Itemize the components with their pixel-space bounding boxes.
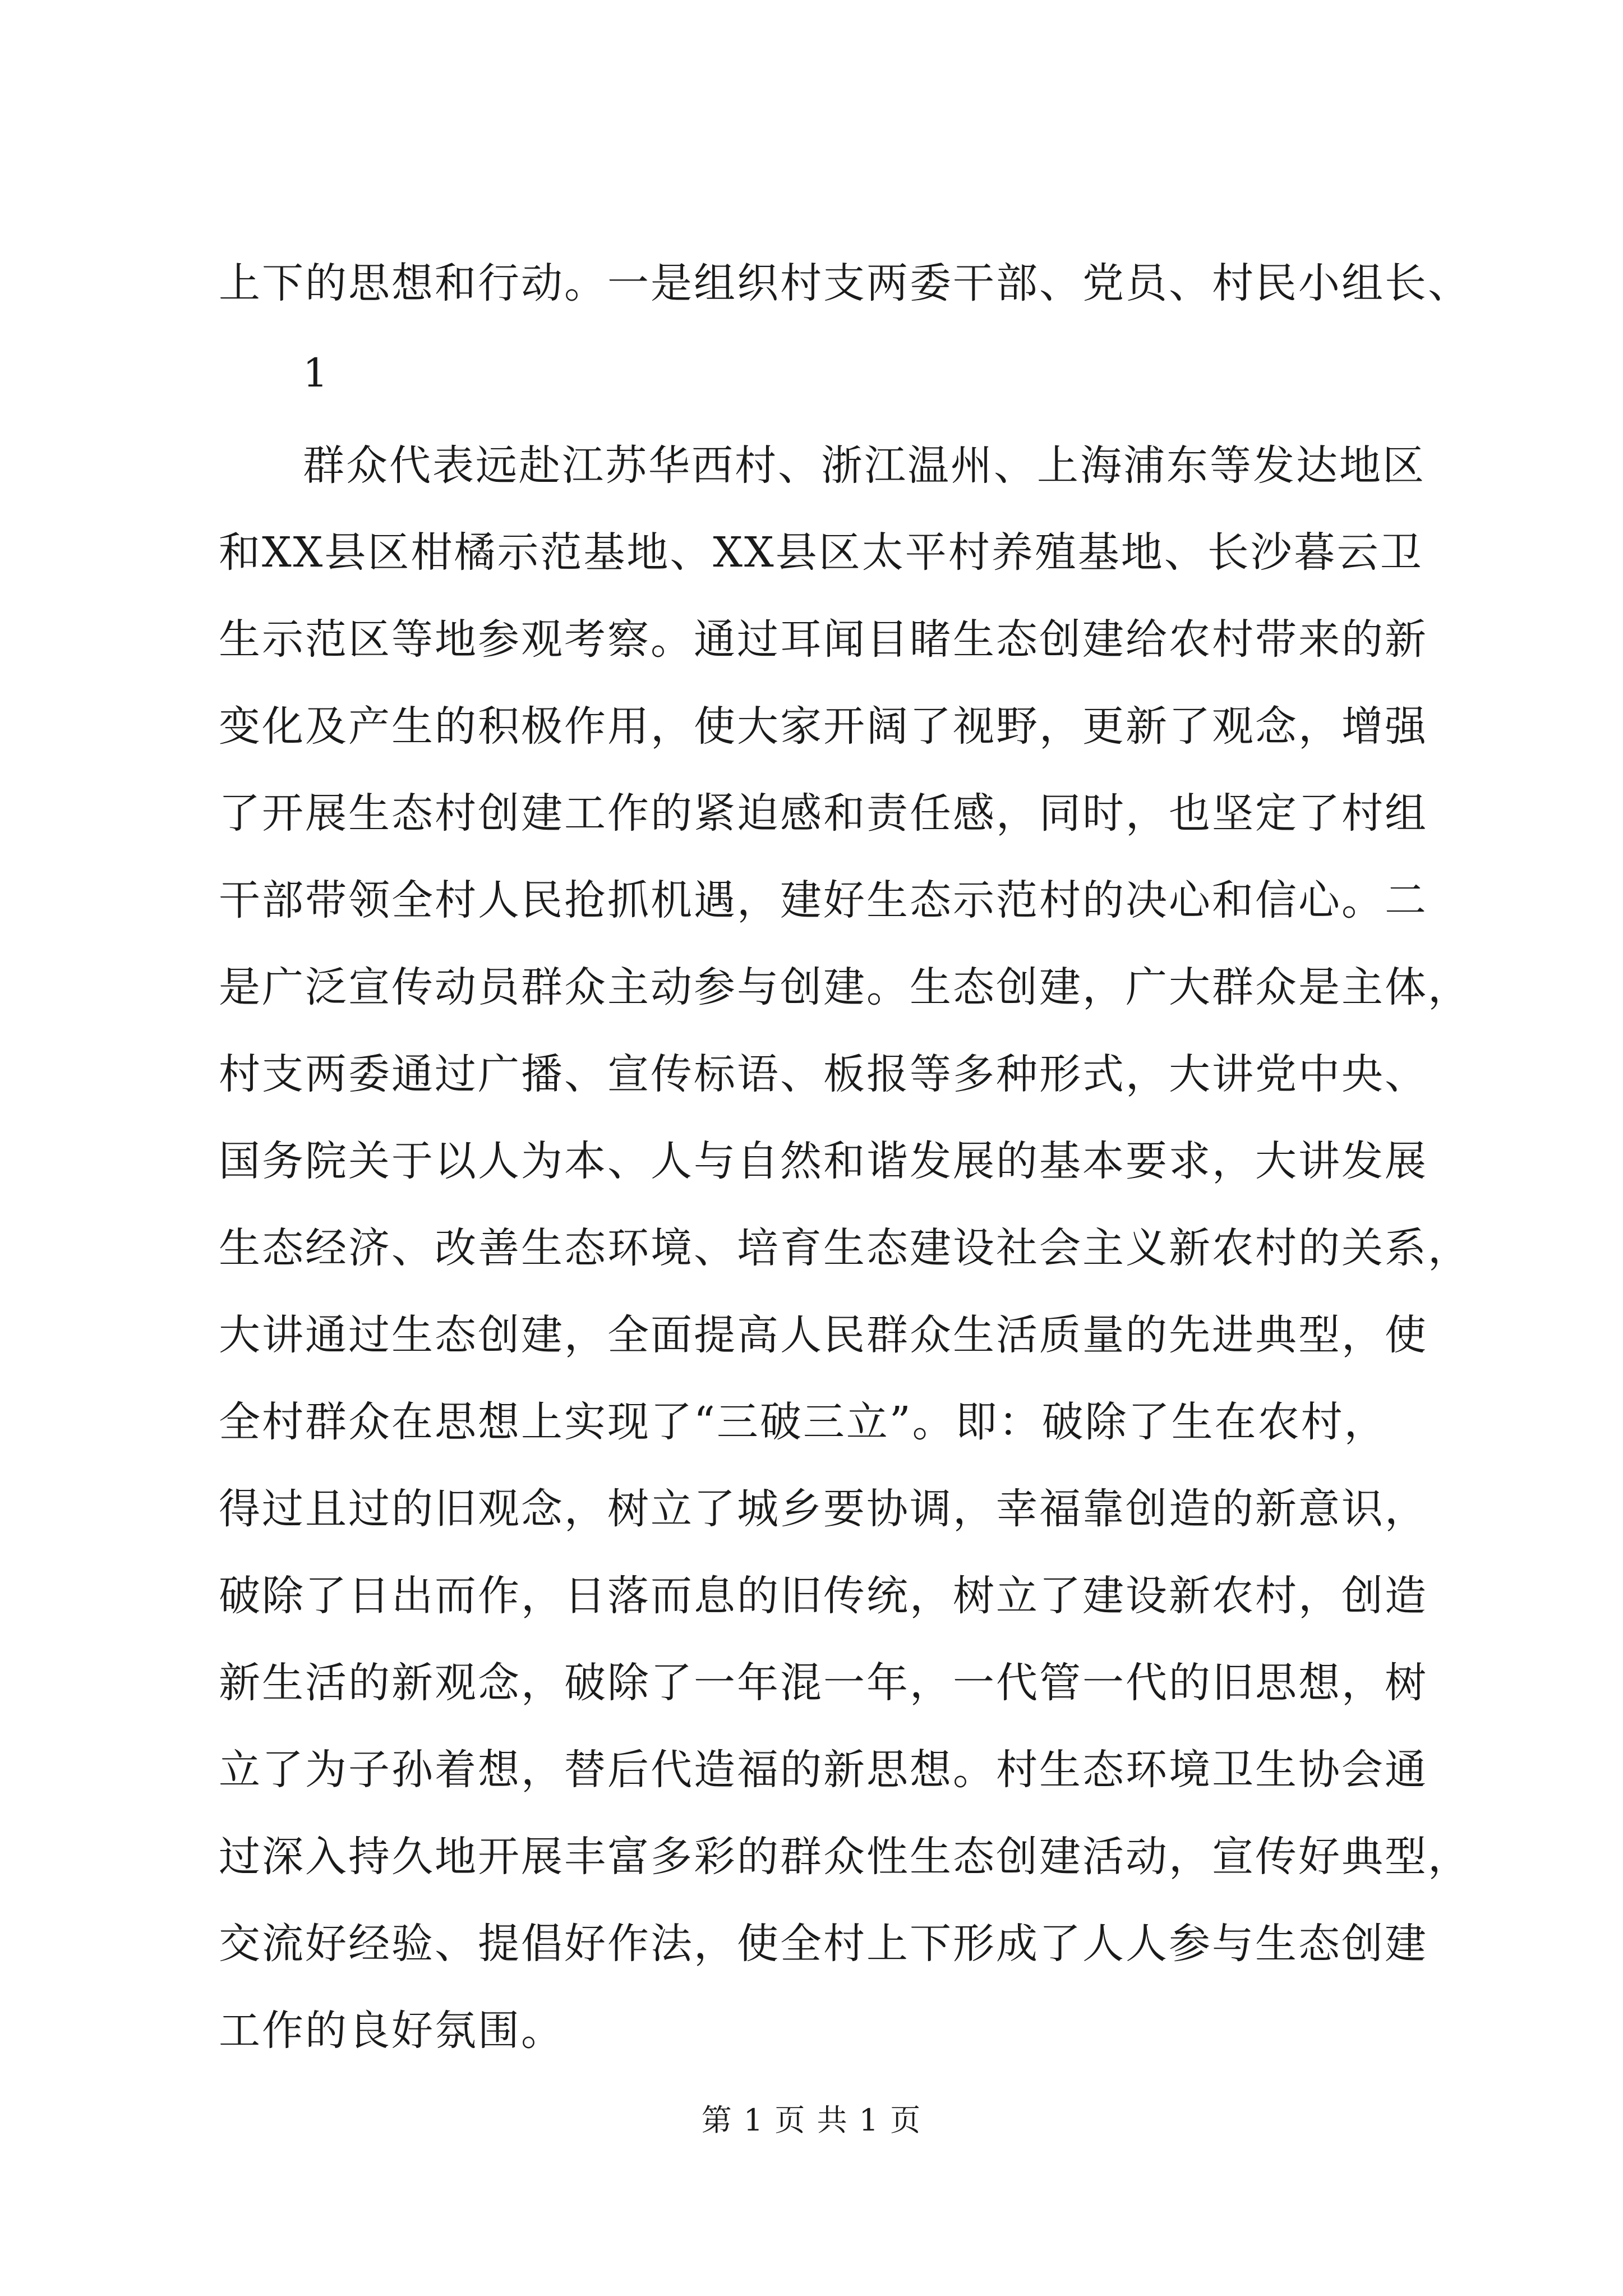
text-line: 过深入持久地开展丰富多彩的群众性生态创建活动，宣传好典型， bbox=[219, 1833, 1471, 1881]
inline-page-number: 1 bbox=[303, 350, 328, 396]
text-line: 生示范区等地参观考察。通过耳闻目睹生态创建给农村带来的新 bbox=[219, 615, 1428, 664]
text-line: 新生活的新观念，破除了一年混一年，一代管一代的旧思想，树 bbox=[219, 1659, 1428, 1707]
text-line: 干部带领全村人民抢抓机遇，建好生态示范村的决心和信心。二 bbox=[219, 876, 1428, 924]
text-line: 国务院关于以人为本、人与自然和谐发展的基本要求，大讲发展 bbox=[219, 1137, 1428, 1185]
text-line: 是广泛宣传动员群众主动参与创建。生态创建，广大群众是主体， bbox=[219, 963, 1471, 1011]
text-line: 变化及产生的积极作用，使大家开阔了视野，更新了观念，增强 bbox=[219, 702, 1428, 751]
text-line: 立了为子孙着想，替后代造福的新思想。村生态环境卫生协会通 bbox=[219, 1746, 1428, 1794]
text-line: 交流好经验、提倡好作法，使全村上下形成了人人参与生态创建 bbox=[219, 1920, 1428, 1968]
text-line: 和XX县区柑橘示范基地、XX县区太平村养殖基地、长沙暮云卫 bbox=[219, 528, 1423, 577]
text-line: 工作的良好氛围。 bbox=[219, 2007, 564, 2055]
text-line: 了开展生态村创建工作的紧迫感和责任感，同时，也坚定了村组 bbox=[219, 789, 1428, 838]
text-line: 得过且过的旧观念，树立了城乡要协调，幸福靠创造的新意识， bbox=[219, 1485, 1428, 1533]
text-line: 村支两委通过广播、宣传标语、板报等多种形式，大讲党中央、 bbox=[219, 1050, 1428, 1098]
text-line: 大讲通过生态创建，全面提高人民群众生活质量的先进典型，使 bbox=[219, 1311, 1428, 1359]
text-line: 破除了日出而作，日落而息的旧传统，树立了建设新农村，创造 bbox=[219, 1572, 1428, 1620]
text-line: 上下的思想和行动。一是组织村支两委干部、党员、村民小组长、 bbox=[219, 259, 1471, 307]
page-footer: 第 1 页 共 1 页 bbox=[701, 2102, 922, 2138]
paragraph-start-line: 群众代表远赴江苏华西村、浙江温州、上海浦东等发达地区 bbox=[303, 441, 1426, 490]
text-line: 全村群众在思想上实现了“三破三立”。即：破除了生在农村， bbox=[219, 1398, 1387, 1446]
text-line: 生态经济、改善生态环境、培育生态建设社会主义新农村的关系， bbox=[219, 1224, 1471, 1272]
